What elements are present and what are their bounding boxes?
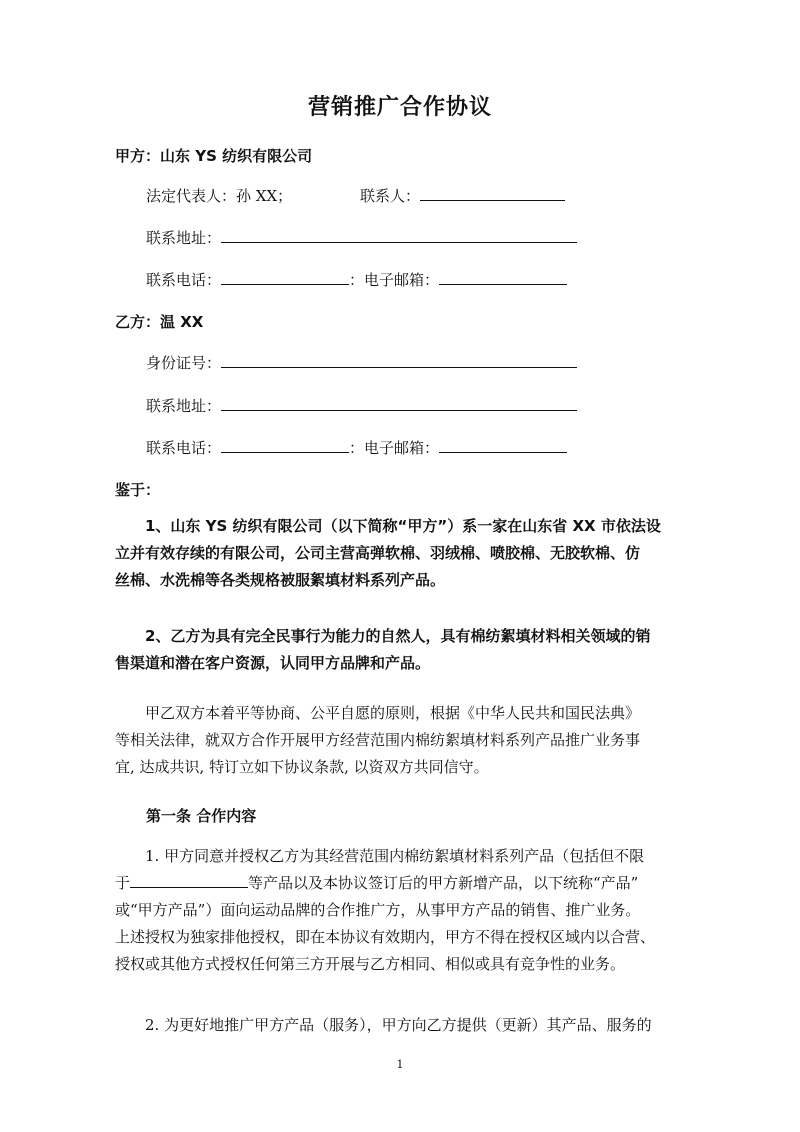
preamble-line: 甲乙双方本着平等协商、公平自愿的原则，根据《中华人民共和国民法典》 (145, 704, 641, 722)
phone-blank (221, 270, 349, 285)
clause-1-line (115, 870, 695, 897)
contact-person-blank (420, 186, 565, 201)
party-b-address (146, 396, 577, 416)
clause-1-line: 上述授权为独家排他授权，即在本协议有效期内，甲方不得在授权区域内以合营、 (115, 928, 656, 946)
contact-person-label: 联系人： (360, 187, 421, 205)
phone-blank (221, 438, 349, 453)
id-number-blank (221, 353, 577, 368)
party-b-id-number (146, 353, 577, 373)
whereas-label: 鉴于： (115, 481, 161, 499)
address-label: 联系地址： (146, 229, 222, 247)
address-blank (221, 396, 577, 411)
clause-1 (115, 843, 695, 978)
party-a-label: 甲方：山东 YS 纺织有限公司 (115, 147, 313, 165)
products-blank (130, 873, 248, 888)
party-a-contact-person (360, 186, 565, 206)
clause-1-line: 1. 甲方同意并授权乙方为其经营范围内棉纺絮填材料系列产品（包括但不限 (145, 847, 645, 865)
recital-1-line: 1、山东 YS 纺织有限公司（以下简称“甲方”）系一家在山东省 XX 市依法设 (145, 517, 661, 535)
phone-label: 联系电话： (146, 271, 222, 289)
clause-2-line: 2. 为更好地推广甲方产品（服务），甲方向乙方提供（更新）其产品、服务的 (145, 1016, 652, 1034)
email-label: ：电子邮箱： (349, 439, 440, 457)
party-b-phone (146, 438, 567, 458)
party-a-phone (146, 270, 567, 290)
clause-2 (115, 1012, 695, 1039)
clause-1-line: 或“甲方产品”）面向运动品牌的合作推广方，从事甲方产品的销售、推广业务。 (115, 901, 641, 919)
address-label: 联系地址： (146, 397, 222, 415)
clause-1-line2-suffix: 等产品以及本协议签订后的甲方新增产品，以下统称“产品” (248, 874, 639, 892)
recital-2-line: 售渠道和潜在客户资源，认同甲方品牌和产品。 (115, 654, 431, 672)
document-title: 营销推广合作协议 (307, 95, 492, 120)
recital-1-line: 立并有效存续的有限公司，公司主营高弹软棉、羽绒棉、喷胶棉、无胶软棉、仿 (115, 544, 641, 562)
preamble-line: 宜, 达成共识, 特订立如下协议条款, 以资双方共同信守。 (115, 758, 489, 776)
email-blank (439, 270, 567, 285)
preamble (115, 700, 695, 781)
page-number: 1 (396, 1058, 404, 1071)
recital-2-line: 2、乙方为具有完全民事行为能力的自然人，具有棉纺絮填材料相关领域的销 (145, 627, 651, 645)
address-blank (221, 228, 577, 243)
clause-1-line: 授权或其他方式授权任何第三方开展与乙方相同、相似或具有竞争性的业务。 (115, 955, 626, 973)
preamble-line: 等相关法律，就双方合作开展甲方经营范围内棉纺絮填材料系列产品推广业务事 (115, 731, 641, 749)
id-number-label: 身份证号： (146, 354, 222, 372)
party-a-address (146, 228, 577, 248)
clause-1-line2-prefix: 于 (115, 874, 131, 892)
recital-2 (115, 623, 695, 677)
recital-1-line: 丝棉、水洗棉等各类规格被服絮填材料系列产品。 (115, 571, 446, 589)
email-label: ：电子邮箱： (349, 271, 440, 289)
phone-label: 联系电话： (146, 439, 222, 457)
party-a-legal-rep: 法定代表人：孙 XX； (146, 187, 293, 205)
article-1-heading: 第一条 合作内容 (146, 807, 257, 825)
recital-1 (115, 513, 695, 594)
email-blank (439, 438, 567, 453)
party-b-label: 乙方：温 XX (115, 313, 204, 331)
